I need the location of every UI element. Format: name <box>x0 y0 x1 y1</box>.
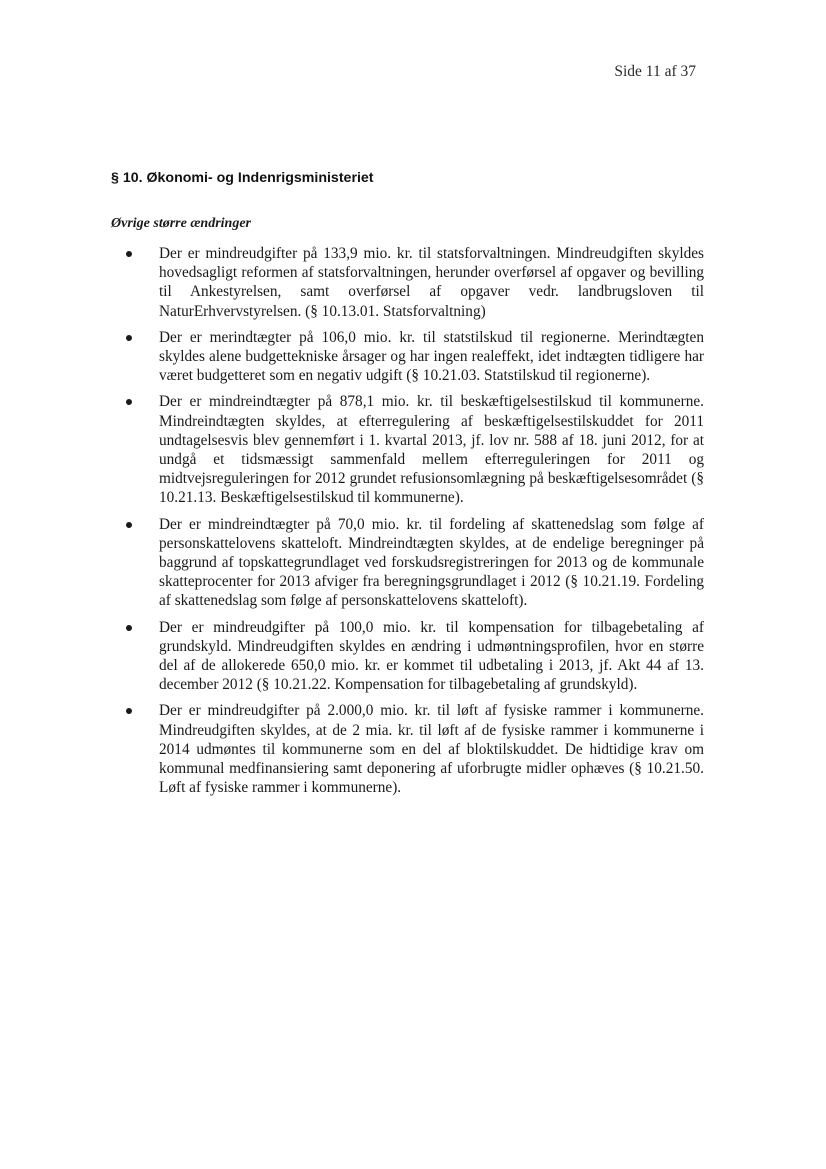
bullet-text: Der er mindreudgifter på 2.000,0 mio. kr. til løft af fysiske rammer i kommunerne. Mindreudgiften skyldes, at de 2 mia. kr. til løft af de fysiske rammer i kommunerne i 2014 udmøntes til kommunerne som en del af bloktilskuddet. De hidtidige krav om kommunal medfinansiering samt deponering af uforbrugte midler ophæves (§ 10.21.50. Løft af fysiske rammer i kommunerne). <box>159 702 704 797</box>
bullet-item <box>112 328 704 386</box>
bullet-item <box>112 392 704 507</box>
bullet-item <box>112 515 704 611</box>
bullet-text: Der er mindreindtægter på 70,0 mio. kr. til fordeling af skattenedslag som følge af personskattelovens skatteloft. Mindreindtægten skyldes, at de endelige beregninger på baggrund af topskattegrundlaget ved forskudsregistreringen for 2013 og de kommunale skatteprocenter for 2013 afviger fra beregningsgrundlaget i 2012 (§ 10.21.19. Fordeling af skattenedslag som følge af personskattelovens skatteloft). <box>159 515 704 610</box>
bullet-item <box>112 701 704 797</box>
bullet-text: Der er mindreindtægter på 878,1 mio. kr. til beskæftigelsestilskud til kommunerne. Mindreindtægten skyldes, at efterregulering af beskæftigelsestilskuddet for 2011 undtagelsesvis blev gennemført i 1. kvartal 2013, jf. lov nr. 588 af 18. juni 2012, for at undgå et tidsmæssigt sammenfald mellem efterreguleringen for 2011 og midtvejsreguleringen for 2012 grundet refusionsomlægning på beskæftigelsesområdet (§ 10.21.13. Beskæftigelsestilskud til kommunerne). <box>159 393 704 507</box>
section-heading: § 10. Økonomi- og Indenrigsministeriet <box>111 170 374 186</box>
bullet-icon <box>126 251 132 257</box>
bullet-text: Der er mindreudgifter på 133,9 mio. kr. til statsforvaltningen. Mindreudgiften skyldes hovedsagligt reformen af statsforvaltningen, herunder overførsel af opgaver og bevilling til Ankestyrelsen, samt overførsel af opgaver vedr. landbrugsloven til NaturErhvervstyrelsen. (§ 10.13.01. Statsforvaltning) <box>159 245 704 320</box>
bullet-text: Der er merindtægter på 106,0 mio. kr. til statstilskud til regionerne. Merindtægten skyldes alene budgettekniske årsager og har ingen realeffekt, idet indtægten tidligere har været budgetteret som en negativ udgift (§ 10.21.03. Statstilskud til regionerne). <box>159 328 704 385</box>
bullet-icon <box>126 522 132 528</box>
page-number: Side 11 af 37 <box>614 63 696 80</box>
bullet-icon <box>126 335 132 341</box>
bullet-list <box>112 244 704 804</box>
bullet-item <box>112 244 704 321</box>
bullet-icon <box>126 399 132 405</box>
subheading: Øvrige større ændringer <box>111 216 252 231</box>
bullet-text: Der er mindreudgifter på 100,0 mio. kr. til kompensation for tilbagebetaling af grundskyld. Mindreudgiften skyldes en ændring i udmøntningsprofilen, hvor en større del af de allokerede 650,0 mio. kr. er kommet til udbetaling i 2013, jf. Akt 44 af 13. december 2012 (§ 10.21.22. Kompensation for tilbagebetaling af grundskyld). <box>159 618 704 694</box>
bullet-item <box>112 618 704 695</box>
bullet-icon <box>126 625 132 631</box>
bullet-icon <box>126 708 132 714</box>
